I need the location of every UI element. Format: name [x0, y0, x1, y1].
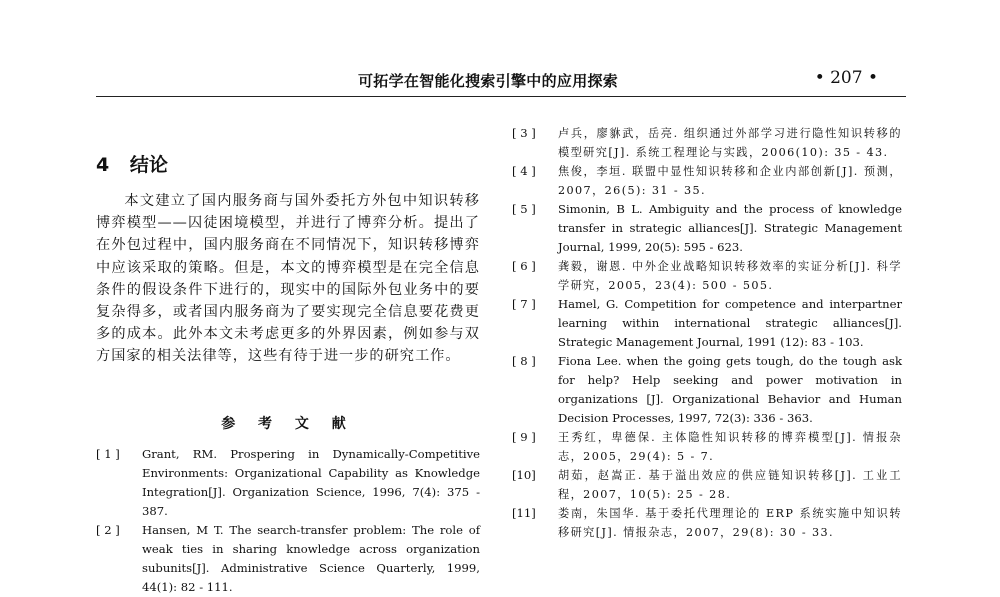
reference-item	[512, 504, 902, 542]
reference-text: 王秀红，卑德保. 主体隐性知识转移的博弈模型[J]. 情报杂志，2005，29(4): 5 - 7.	[558, 431, 902, 463]
page-number: • 207 •	[814, 68, 878, 88]
header-rule	[96, 96, 906, 97]
reference-item	[512, 124, 902, 162]
conclusion-paragraph: 本文建立了国内服务商与国外委托方外包中知识转移博弈模型——囚徒困境模型，并进行了博弈分析。提出了在外包过程中，国内服务商在不同情况下，知识转移博弈中应该采取的策略。但是，本文的博弈模型是在完全信息条件的假设条件下进行的，现实中的国际外包业务中的要复杂得多，或者国内服务商为了要实现完全信息要花费更多的成本。此外本文未考虑更多的外界因素，例如参与双方国家的相关法律等，这些有待于进一步的研究工作。	[96, 193, 480, 365]
reference-item	[96, 521, 480, 597]
reference-text: 胡茹，赵嵩正. 基于溢出效应的供应链知识转移[J]. 工业工程，2007，10(5): 25 - 28.	[558, 469, 902, 501]
reference-text: 娄南，朱国华. 基于委托代理理论的 ERP 系统实施中知识转移研究[J]. 情报杂志，2007，29(8): 30 - 33.	[558, 507, 902, 539]
section-title: 结论	[129, 154, 168, 176]
reference-number: [ 5 ]	[512, 202, 536, 216]
section-number: 4	[96, 154, 110, 176]
journal-article-title: 可拓学在智能化搜索引擎中的应用探索	[358, 72, 619, 90]
reference-number: [ 8 ]	[512, 354, 536, 368]
reference-number: [10]	[512, 468, 536, 482]
reference-list-left	[96, 445, 480, 597]
right-column	[512, 124, 902, 542]
reference-text: Simonin, B L. Ambiguity and the process of knowledge transfer in strategic alliances[J]. Strategic Management Journal, 1999, 20(5): 595 - 623.	[558, 202, 902, 254]
reference-text: 龚毅，谢恩. 中外企业战略知识转移效率的实证分析[J]. 科学学研究，2005，23(4): 500 - 505.	[558, 260, 902, 292]
reference-item	[512, 200, 902, 257]
reference-text: Fiona Lee. when the going gets tough, do the tough ask for help? Help seeking and power motivation in organizations [J]. Organizational Behavior and Human Decision Processes, 1997, 72(3): 336 - 363.	[558, 354, 902, 425]
reference-item	[512, 428, 902, 466]
section-heading	[96, 150, 168, 177]
reference-item	[512, 162, 902, 200]
reference-text: Grant, RM. Prospering in Dynamically-Competitive Environments: Organizational Capability as Knowledge Integration[J]. Organization Science, 1996, 7(4): 375 - 387.	[142, 447, 480, 518]
running-header	[96, 64, 906, 94]
reference-item	[512, 352, 902, 428]
reference-item	[512, 466, 902, 504]
reference-text: 焦俊，李垣. 联盟中显性知识转移和企业内部创新[J]. 预测，2007，26(5): 31 - 35.	[558, 165, 902, 197]
reference-number: [ 6 ]	[512, 259, 536, 273]
reference-text: Hansen, M T. The search-transfer problem: The role of weak ties in sharing knowledge across organization subunits[J]. Administrative Science Quarterly, 1999, 44(1): 82 - 111.	[142, 523, 480, 594]
reference-number: [11]	[512, 506, 536, 520]
reference-number: [ 9 ]	[512, 430, 536, 444]
reference-item	[512, 257, 902, 295]
reference-number: [ 7 ]	[512, 297, 536, 311]
reference-item	[96, 445, 480, 521]
reference-item	[512, 295, 902, 352]
references-heading: 参 考 文 献	[221, 416, 355, 432]
reference-text: 卢兵，廖貅武，岳亮. 组织通过外部学习进行隐性知识转移的模型研究[J]. 系统工程理论与实践，2006(10): 35 - 43.	[558, 127, 902, 159]
reference-text: Hamel, G. Competition for competence and interpartner learning within international strategic alliances[J]. Strategic Management Journal, 1991 (12): 83 - 103.	[558, 297, 902, 349]
reference-number: [ 2 ]	[96, 523, 120, 537]
reference-number: [ 1 ]	[96, 447, 120, 461]
reference-number: [ 3 ]	[512, 126, 536, 140]
reference-number: [ 4 ]	[512, 164, 536, 178]
